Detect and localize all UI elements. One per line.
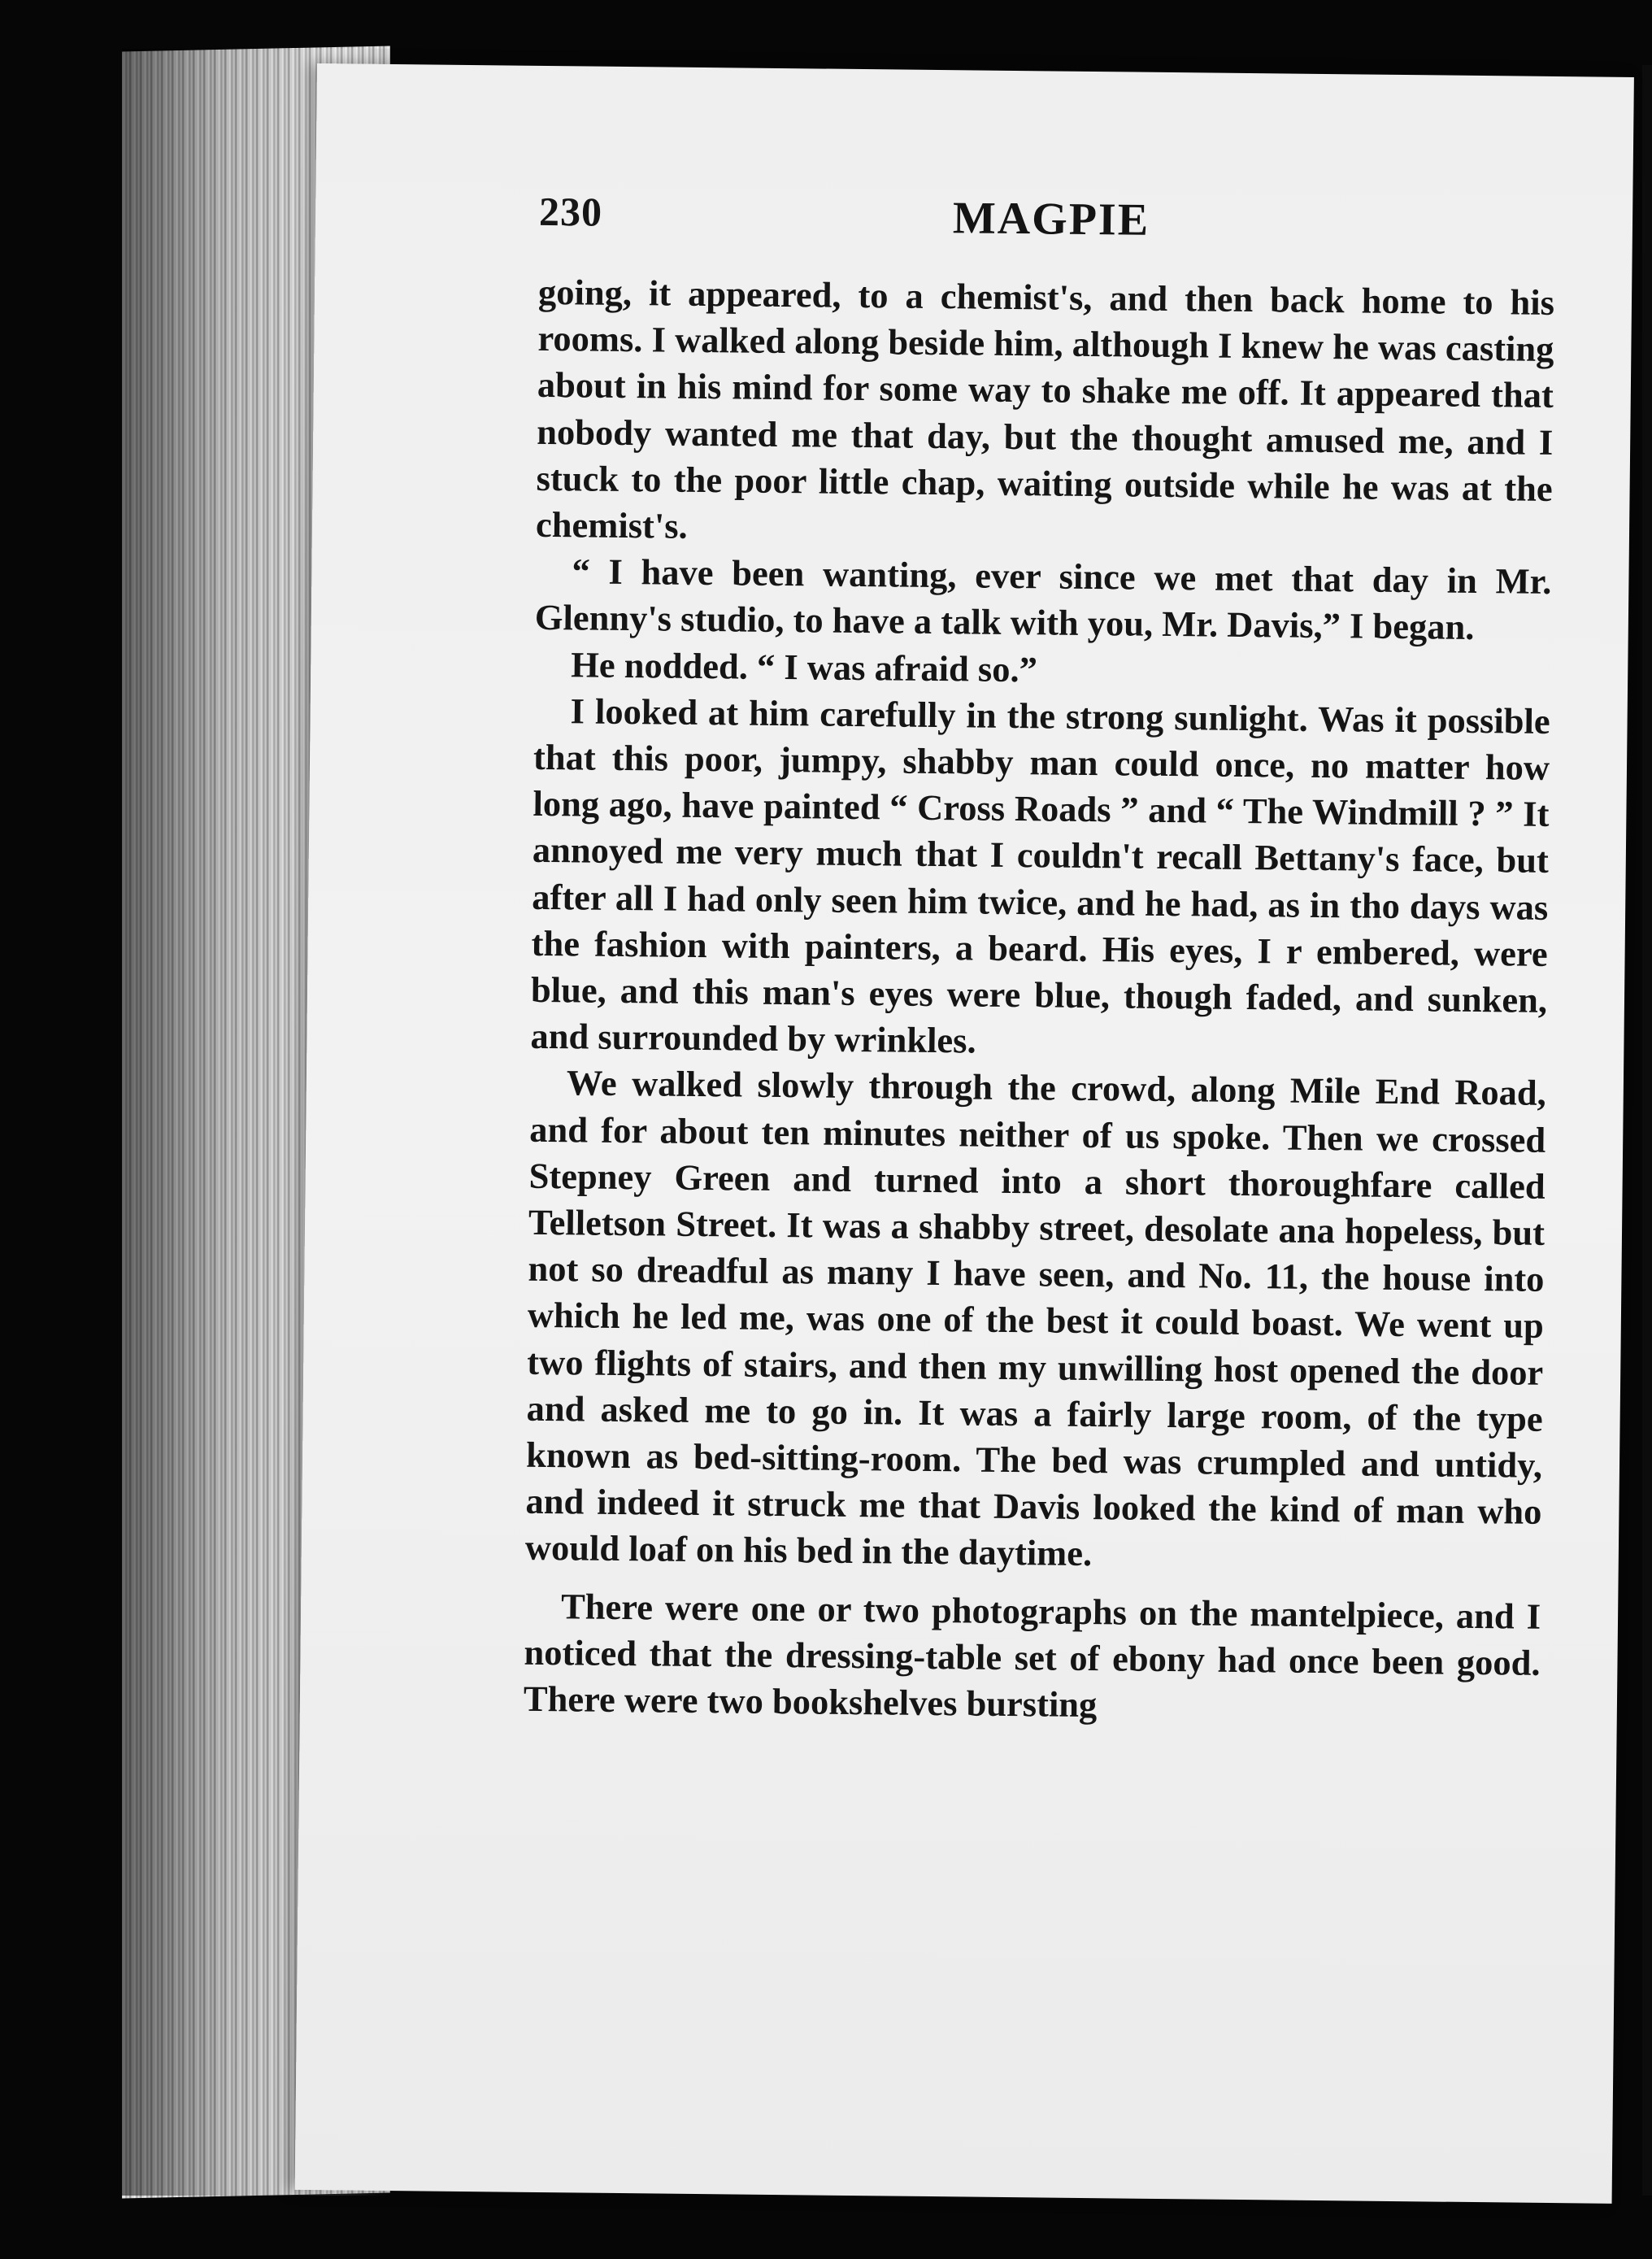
right-border xyxy=(1642,65,1652,2196)
paragraph-1: going, it appeared, to a chemist's, and then back home to his rooms. I walked along beside him, although I knew he was casting about in his mind for some way to shake me off. It appeared that nobody wanted me that day, but the thought amused me, and I stuck to the poor little chap, waiting outside while he was at the chemist's. xyxy=(535,271,1555,546)
page-header xyxy=(539,188,1564,263)
running-title: MAGPIE xyxy=(952,193,1150,246)
body-text xyxy=(524,269,1555,1733)
paragraph-2: “ I have been wanting, ever since we met that day in Mr. Glenny's studio, to have a talk with you, Mr. Davis,” I began. xyxy=(534,551,1552,648)
book-page xyxy=(295,63,1634,2204)
paragraph-3: He nodded. “ I was afraid so.” xyxy=(571,643,1038,690)
paragraph-5: We walked slowly through the crowd, along Mile End Road, and for about ten minutes neither of us spoke. Then we crossed Stepney Green and turned into a short thoroughfare called Telletson Street. It was a shabby street, desolate ana hopeless, but not so dreadful as many I have seen, and No. 11, the house into which he led me, was one of the best it could boast. We went up two flights of stairs, and then my unwilling host opened the door and asked me to go in. It was a fairly large room, of the type known as bed-sitting-room. The bed was crumpled and untidy, and indeed it struck me that Davis looked the kind of man who would loaf on his bed in the daytime. xyxy=(524,1062,1547,1574)
page-number: 230 xyxy=(538,188,603,235)
paragraph-4: I looked at him carefully in the strong sunlight. Was it possible that this poor, jumpy, shabby man could once, no matter how long ago, have painted “ Cross Roads ” and “ The Windmill ? ” It annoyed me very much that I couldn't recall Bettany's face, but after all I had only seen him twice, and he had, as in tho days was the fashion with painters, a beard. His eyes, I r embered, were blue, and this man's eyes were blue, though faded, and sunken, and surrounded by wrinkles. xyxy=(530,690,1550,1061)
paragraph-6: There were one or two photographs on the mantelpiece, and I noticed that the dressing-table set of ebony had once been good. There were two bookshelves bursting xyxy=(523,1585,1541,1726)
